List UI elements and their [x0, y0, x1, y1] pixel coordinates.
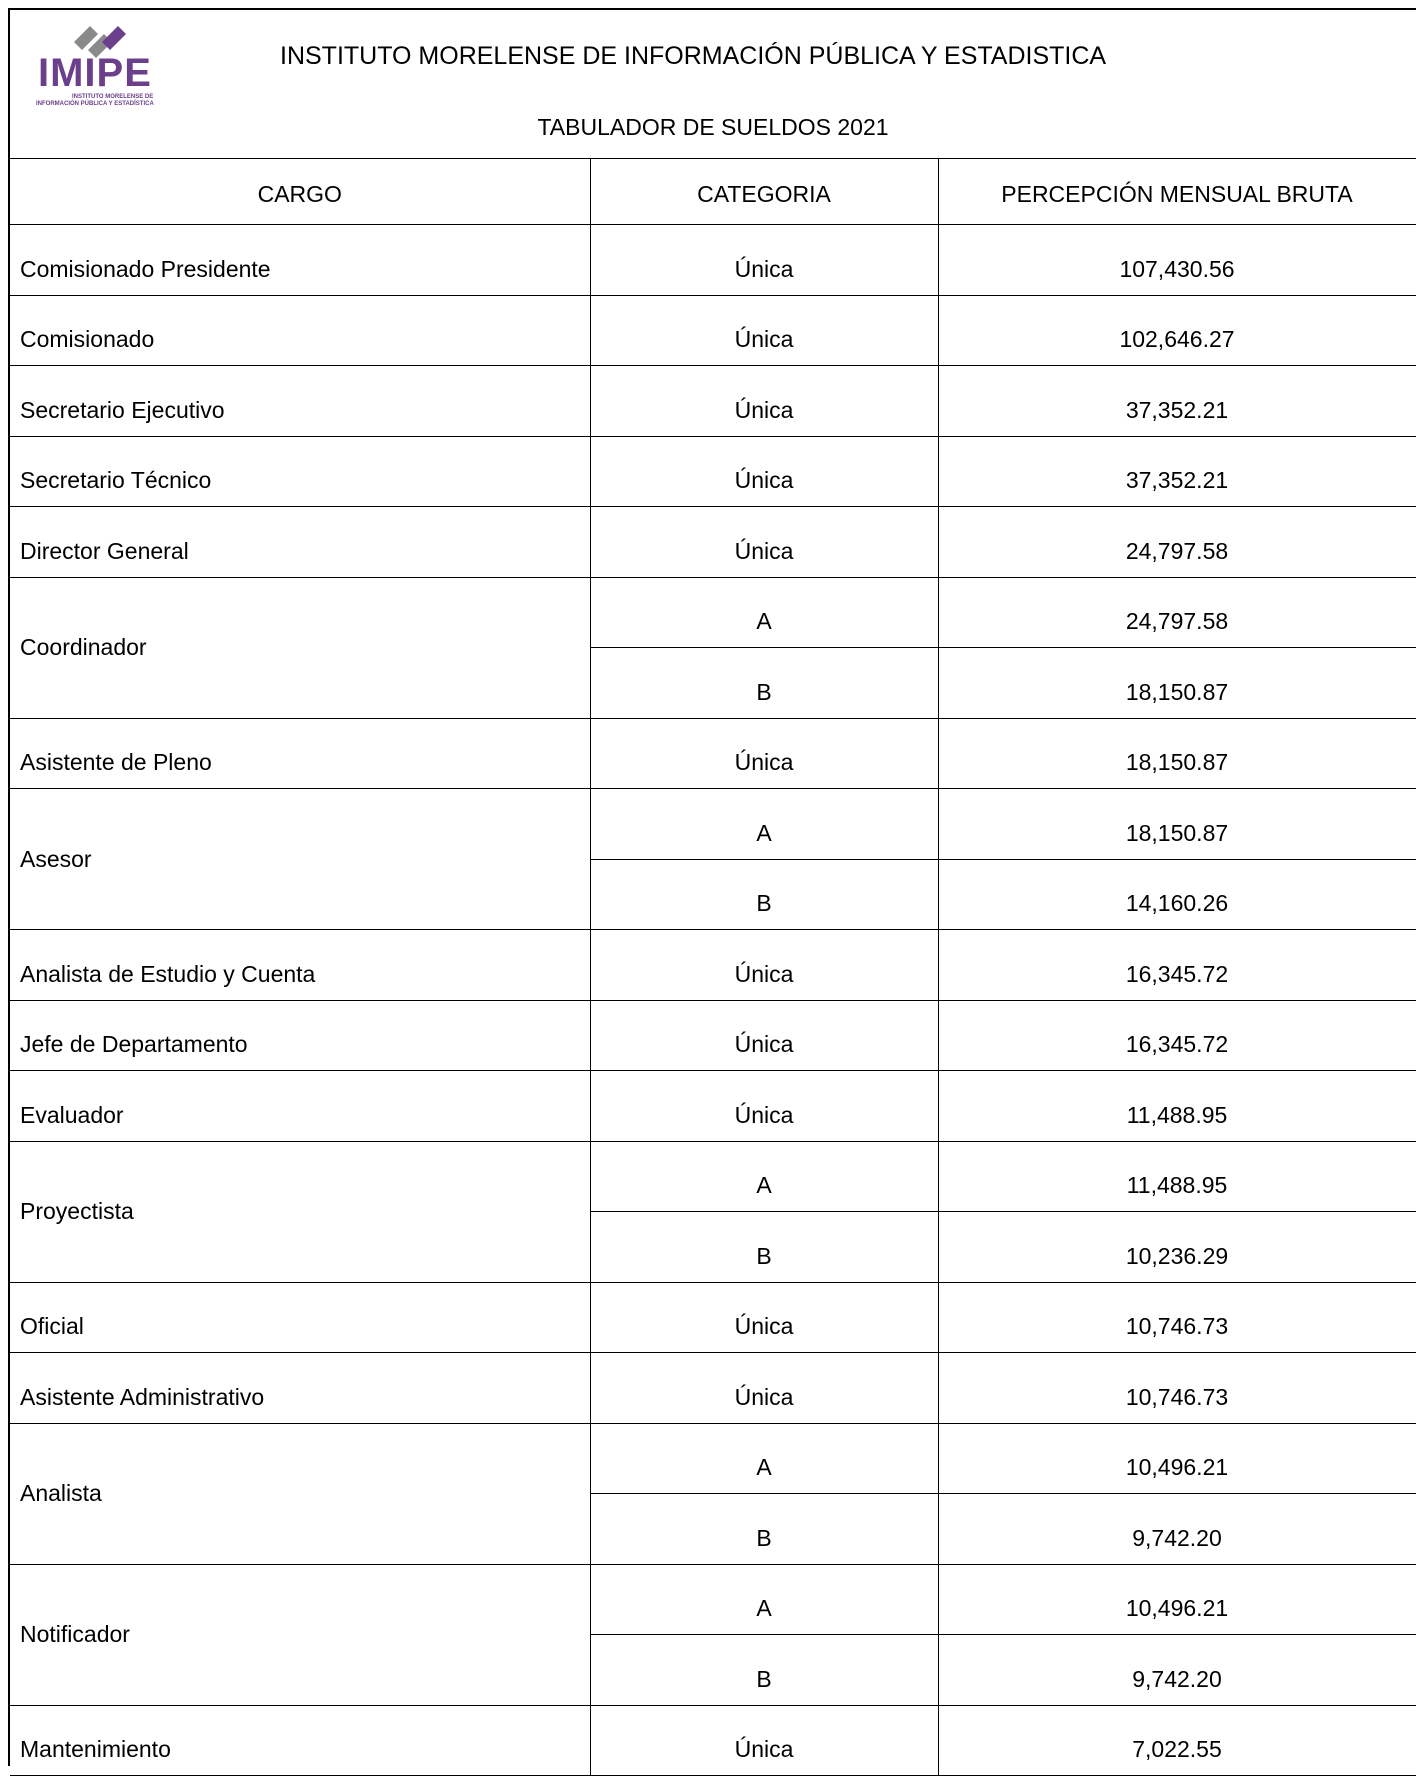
categoria-cell: Única: [590, 1353, 938, 1424]
percepcion-cell: 10,746.73: [938, 1282, 1416, 1353]
percepcion-cell: 18,150.87: [938, 648, 1416, 719]
percepcion-cell: 16,345.72: [938, 1000, 1416, 1071]
cargo-cell: Comisionado: [10, 295, 590, 366]
table-row: [10, 930, 1416, 1001]
percepcion-cell: 10,496.21: [938, 1564, 1416, 1635]
percepcion-cell: 102,646.27: [938, 295, 1416, 366]
cargo-cell: Evaluador: [10, 1071, 590, 1142]
percepcion-cell: 9,742.20: [938, 1494, 1416, 1565]
categoria-cell: B: [590, 859, 938, 930]
cargo-cell: Oficial: [10, 1282, 590, 1353]
table-row: [10, 1000, 1416, 1071]
percepcion-cell: 24,797.58: [938, 577, 1416, 648]
percepcion-cell: 37,352.21: [938, 366, 1416, 437]
table-row: [10, 225, 1416, 296]
percepcion-cell: 10,496.21: [938, 1423, 1416, 1494]
table-body: [10, 225, 1416, 1776]
categoria-cell: Única: [590, 1000, 938, 1071]
percepcion-cell: 18,150.87: [938, 789, 1416, 860]
svg-text:IMIPE: IMIPE: [38, 51, 152, 95]
organization-title: INSTITUTO MORELENSE DE INFORMACIÓN PÚBLICA Y ESTADISTICA: [280, 42, 1107, 70]
percepcion-cell: 16,345.72: [938, 930, 1416, 1001]
document-title: TABULADOR DE SUELDOS 2021: [537, 114, 889, 140]
categoria-cell: A: [590, 1141, 938, 1212]
percepcion-cell: 10,746.73: [938, 1353, 1416, 1424]
categoria-cell: Única: [590, 366, 938, 437]
imipe-logo: [32, 20, 182, 116]
table-row: [10, 507, 1416, 578]
svg-text:INSTITUTO MORELENSE DE: INSTITUTO MORELENSE DE: [72, 94, 154, 100]
table-header-row: [10, 159, 1416, 225]
categoria-cell: B: [590, 1635, 938, 1706]
table-row: [10, 1705, 1416, 1776]
cargo-cell: Asistente de Pleno: [10, 718, 590, 789]
percepcion-cell: 14,160.26: [938, 859, 1416, 930]
table-row: [10, 1141, 1416, 1212]
percepcion-cell: 18,150.87: [938, 718, 1416, 789]
categoria-cell: Única: [590, 436, 938, 507]
percepcion-cell: 7,022.55: [938, 1705, 1416, 1776]
table-row: [10, 1071, 1416, 1142]
table-row: [10, 1282, 1416, 1353]
salary-table: [10, 158, 1416, 1776]
categoria-cell: Única: [590, 507, 938, 578]
cargo-cell: Comisionado Presidente: [10, 225, 590, 296]
cargo-cell: Asesor: [10, 789, 590, 930]
table-row: [10, 436, 1416, 507]
table-row: [10, 718, 1416, 789]
column-header-categoria: CATEGORIA: [590, 159, 938, 225]
table-row: [10, 295, 1416, 366]
percepcion-cell: 37,352.21: [938, 436, 1416, 507]
categoria-cell: A: [590, 1564, 938, 1635]
cargo-cell: Coordinador: [10, 577, 590, 718]
cargo-cell: Analista de Estudio y Cuenta: [10, 930, 590, 1001]
categoria-cell: Única: [590, 225, 938, 296]
categoria-cell: Única: [590, 295, 938, 366]
cargo-cell: Proyectista: [10, 1141, 590, 1282]
categoria-cell: A: [590, 577, 938, 648]
cargo-cell: Analista: [10, 1423, 590, 1564]
cargo-cell: Secretario Ejecutivo: [10, 366, 590, 437]
percepcion-cell: 24,797.58: [938, 507, 1416, 578]
categoria-cell: Única: [590, 1705, 938, 1776]
cargo-cell: Director General: [10, 507, 590, 578]
categoria-cell: B: [590, 1494, 938, 1565]
percepcion-cell: 11,488.95: [938, 1071, 1416, 1142]
column-header-percepcion: PERCEPCIÓN MENSUAL BRUTA: [938, 159, 1416, 225]
percepcion-cell: 10,236.29: [938, 1212, 1416, 1283]
categoria-cell: Única: [590, 718, 938, 789]
categoria-cell: B: [590, 648, 938, 719]
column-header-cargo: CARGO: [10, 159, 590, 225]
cargo-cell: Asistente Administrativo: [10, 1353, 590, 1424]
table-row: [10, 1353, 1416, 1424]
percepcion-cell: 9,742.20: [938, 1635, 1416, 1706]
table-row: [10, 1423, 1416, 1494]
percepcion-cell: 11,488.95: [938, 1141, 1416, 1212]
categoria-cell: Única: [590, 1071, 938, 1142]
categoria-cell: Única: [590, 1282, 938, 1353]
categoria-cell: Única: [590, 930, 938, 1001]
table-row: [10, 366, 1416, 437]
table-row: [10, 577, 1416, 648]
table-row: [10, 1564, 1416, 1635]
svg-text:INFORMACIÓN PÚBLICA Y ESTADÍST: INFORMACIÓN PÚBLICA Y ESTADÍSTICA: [36, 101, 154, 107]
categoria-cell: A: [590, 1423, 938, 1494]
percepcion-cell: 107,430.56: [938, 225, 1416, 296]
cargo-cell: Notificador: [10, 1564, 590, 1705]
categoria-cell: B: [590, 1212, 938, 1283]
salary-sheet: [8, 8, 1416, 1766]
cargo-cell: Secretario Técnico: [10, 436, 590, 507]
table-row: [10, 789, 1416, 860]
cargo-cell: Mantenimiento: [10, 1705, 590, 1776]
categoria-cell: A: [590, 789, 938, 860]
cargo-cell: Jefe de Departamento: [10, 1000, 590, 1071]
document-header: [10, 10, 1416, 158]
